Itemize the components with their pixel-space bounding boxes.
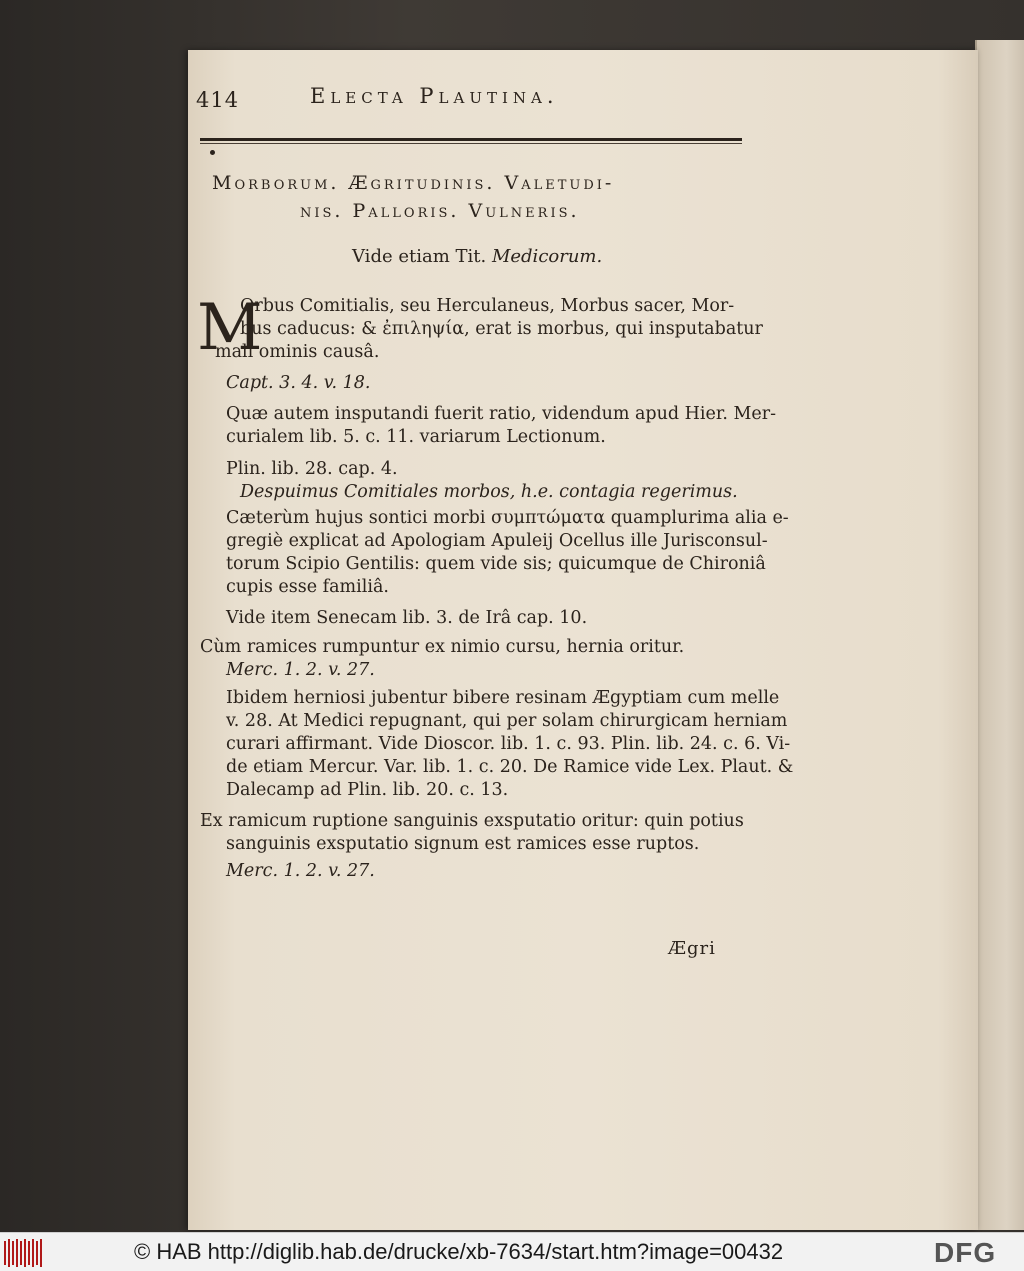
para1-line1: Orbus Comitialis, seu Herculaneus, Morbus sacer, Mor- xyxy=(240,296,735,316)
ibidem-line3: curari affirmant. Vide Dioscor. lib. 1. c. 93. Plin. lib. 24. c. 6. Vi- xyxy=(226,734,791,754)
merc-reference-2: Merc. 1. 2. v. 27. xyxy=(226,861,375,881)
ibidem-line4: de etiam Mercur. Var. lib. 1. c. 20. De Ramice vide Lex. Plaut. & xyxy=(226,757,794,777)
ibidem-line2: v. 28. At Medici repugnant, qui per solam chirurgicam herniam xyxy=(226,711,788,731)
cum-line: Cùm ramices rumpuntur ex nimio cursu, hernia oritur. xyxy=(200,637,685,657)
vide-reference: Medicorum. xyxy=(491,246,603,267)
quae-line1: Quæ autem insputandi fuerit ratio, videndum apud Hier. Mer- xyxy=(226,404,777,424)
ceterum-line2: gregiè explicat ad Apologiam Apuleij Ocellus ille Jurisconsul- xyxy=(226,531,768,551)
running-head: Electa Plautina. xyxy=(310,84,559,108)
ibidem-line5: Dalecamp ad Plin. lib. 20. c. 13. xyxy=(226,780,509,800)
ink-dot xyxy=(210,150,215,155)
para1-line2: bus caducus: & ἐπιληψία, erat is morbus, qui insputabatur xyxy=(240,319,763,339)
ceterum-line1: Cæterùm hujus sontici morbi συμπτώματα quamplurima alia e- xyxy=(226,508,789,528)
drop-capital: M xyxy=(197,291,263,365)
ex-line2: sanguinis exsputatio signum est ramices esse ruptos. xyxy=(226,834,700,854)
quae-line2: curialem lib. 5. c. 11. variarum Lectionum. xyxy=(226,427,606,447)
hab-barcode-logo-icon[interactable] xyxy=(4,1239,46,1267)
plin-reference: Plin. lib. 28. cap. 4. xyxy=(226,459,398,479)
page-number: 414 xyxy=(196,88,240,112)
copyright-link[interactable]: © HAB http://diglib.hab.de/drucke/xb-7634/start.htm?image=00432 xyxy=(134,1239,784,1264)
capt-reference: Capt. 3. 4. v. 18. xyxy=(226,373,371,393)
adjacent-page-edge xyxy=(975,40,1024,1230)
section-title-line1: Morborum. Ægritudinis. Valetudi- xyxy=(212,172,615,194)
vide-prefix: Vide etiam Tit. xyxy=(352,246,487,267)
section-title-line2: nis. Palloris. Vulneris. xyxy=(300,200,580,222)
ex-line1: Ex ramicum ruptione sanguinis exsputatio oritur: quin potius xyxy=(200,811,744,831)
vide-etiam-line xyxy=(352,246,602,267)
footer-bar xyxy=(0,1232,1024,1271)
header-rule xyxy=(200,138,742,141)
catchword: Ægri xyxy=(668,938,716,959)
ceterum-line4: cupis esse familiâ. xyxy=(226,577,389,597)
despuimus-quote: Despuimus Comitiales morbos, h.e. contagia regerimus. xyxy=(240,482,738,502)
dfg-logo[interactable]: DFG xyxy=(934,1237,997,1268)
merc-reference-1: Merc. 1. 2. v. 27. xyxy=(226,660,375,680)
ibidem-line1: Ibidem herniosi jubentur bibere resinam Ægyptiam cum melle xyxy=(226,688,780,708)
para1-line3: mali ominis causâ. xyxy=(215,342,380,362)
header-rule-thin xyxy=(200,143,742,144)
seneca-reference: Vide item Senecam lib. 3. de Irâ cap. 10. xyxy=(226,608,588,628)
ceterum-line3: torum Scipio Gentilis: quem vide sis; quicumque de Chironiâ xyxy=(226,554,766,574)
